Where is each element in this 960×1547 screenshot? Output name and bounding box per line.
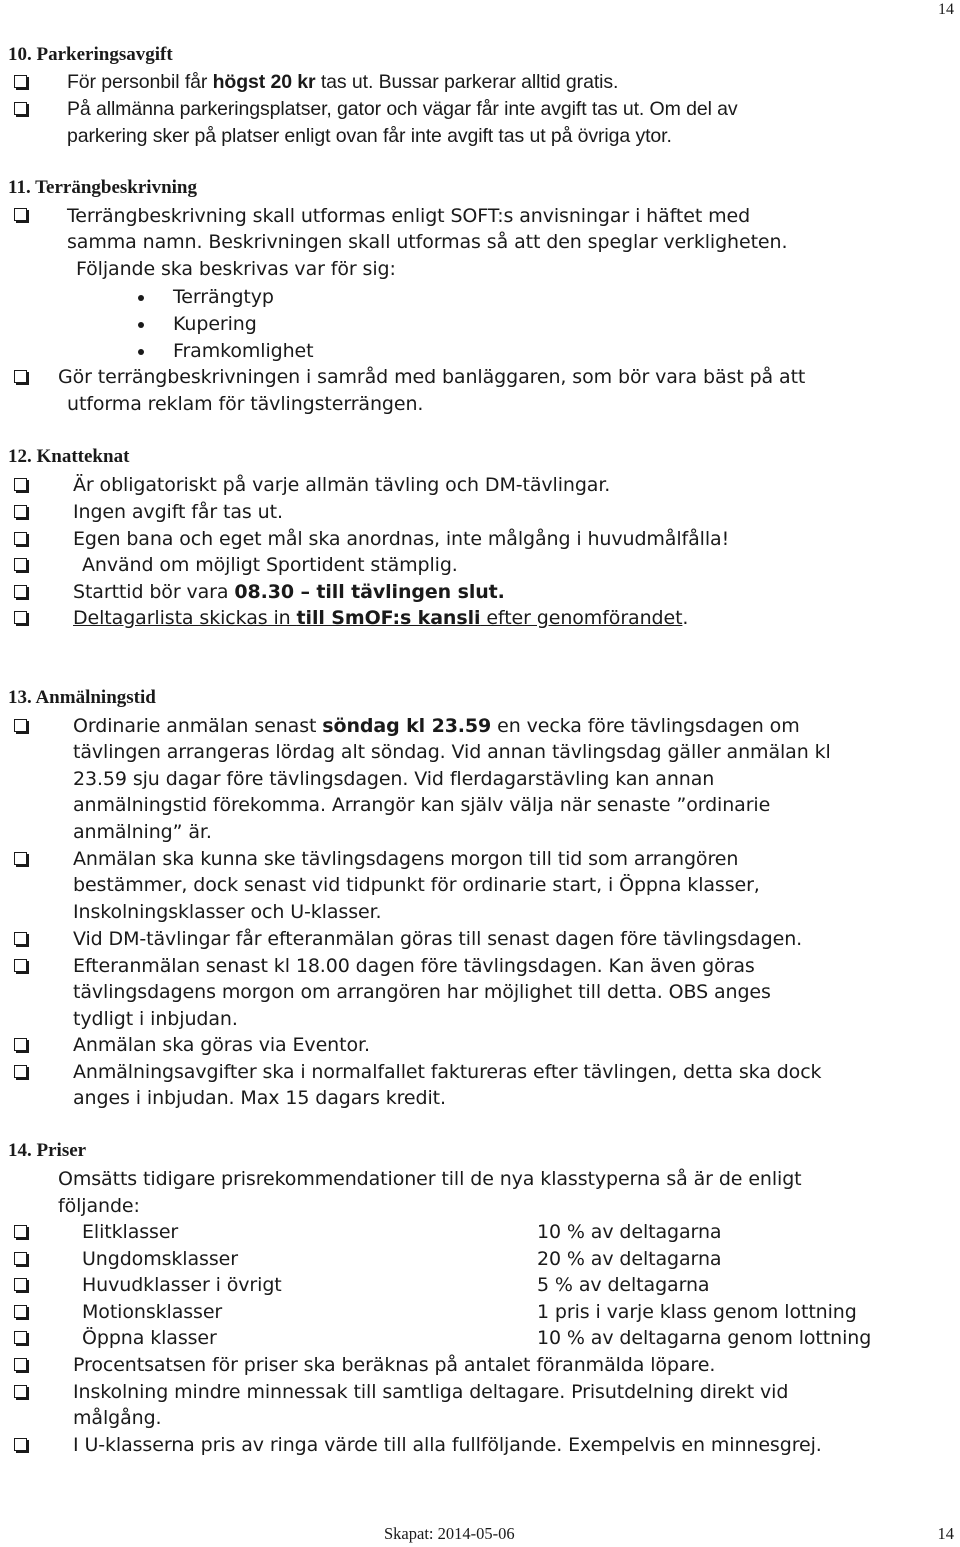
checkbox-icon [14,1305,27,1318]
s10-item-1: För personbil får högst 20 kr tas ut. Bussar parkerar alltid gratis. [67,71,619,93]
checkbox-icon [14,959,27,972]
checkbox-icon [14,1225,27,1238]
footer-created-date: Skapat: 2014-05-06 [384,1524,515,1543]
prize-rule: 10 % av deltagarna genom lottning [537,1327,872,1349]
checkbox-icon [14,932,27,945]
checkbox-icon [14,852,27,865]
checkbox-icon [14,1065,27,1078]
section-11-heading: 11. Terrängbeskrivning [8,177,197,198]
checkbox-icon [14,585,27,598]
s13-item-3: Vid DM-tävlingar får efteranmälan göras till senast dagen före tävlingsdagen. [73,928,803,950]
s13-item-5: Anmälan ska göras via Eventor. [73,1034,370,1056]
s13-item-4-line-3: tydligt i inbjudan. [73,1008,238,1030]
checkbox-icon [14,1278,27,1291]
prize-class: Öppna klasser [82,1327,217,1349]
s10-item-2-line-1: På allmänna parkeringsplatser, gator och vägar får inte avgift tas ut. Om del av [67,98,738,120]
section-14-heading: 14. Priser [8,1140,87,1161]
checkbox-icon [14,532,27,545]
footer-page-number: 14 [937,1524,954,1543]
checkbox-icon [14,1038,27,1051]
s11-bullet-3: Framkomlighet [173,340,314,362]
s14-item-1: Procentsatsen för priser ska beräknas på antalet föranmälda löpare. [73,1354,716,1376]
prize-rule: 10 % av deltagarna [537,1221,722,1243]
s11-bullet-1: Terrängtyp [173,286,274,308]
checkbox-icon [14,478,27,491]
s13-item-2-line-2: bestämmer, dock senast vid tidpunkt för ordinarie start, i Öppna klasser, [73,874,760,896]
s12-item-3: Egen bana och eget mål ska anordnas, inte målgång i huvudmålfålla! [73,528,730,550]
s14-item-2-line-1: Inskolning mindre minnessak till samtliga deltagare. Prisutdelning direkt vid [73,1381,789,1403]
checkbox-icon [14,1358,27,1371]
s11-item-1-line-3: Följande ska beskrivas var för sig: [76,258,396,280]
s14-intro-line-2: följande: [58,1195,140,1217]
s11-item-1-line-2: samma namn. Beskrivningen skall utformas så att den speglar verkligheten. [67,231,788,253]
checkbox-icon [14,719,27,732]
s13-item-2-line-1: Anmälan ska kunna ske tävlingsdagens morgon till tid som arrangören [73,848,739,870]
checkbox-icon [14,505,27,518]
checkbox-icon [14,558,27,571]
s13-item-1-line-4: anmälningstid förekomma. Arrangör kan själv välja när senaste ”ordinarie [73,794,771,816]
s12-item-6: Deltagarlista skickas in till SmOF:s kansli efter genomförandet. [73,607,689,629]
s12-item-1: Är obligatoriskt på varje allmän tävling och DM-tävlingar. [73,474,611,496]
s14-item-3: I U-klasserna pris av ringa värde till alla fullföljande. Exempelvis en minnesgrej. [73,1434,822,1456]
s12-item-2: Ingen avgift får tas ut. [73,501,283,523]
s14-intro-line-1: Omsätts tidigare prisrekommendationer till de nya klasstyperna så är de enligt [58,1168,802,1190]
s11-item-2-line-2: utforma reklam för tävlingsterrängen. [67,393,424,415]
s11-bullet-2: Kupering [173,313,257,335]
section-12-heading: 12. Knatteknat [8,446,130,467]
bullet-icon [138,322,144,328]
section-13-heading: 13. Anmälningstid [8,687,156,708]
prize-class: Ungdomsklasser [82,1248,238,1270]
prize-rule: 5 % av deltagarna [537,1274,710,1296]
prize-class: Motionsklasser [82,1301,223,1323]
checkbox-icon [14,102,27,115]
s13-item-4-line-2: tävlingsdagens morgon om arrangören har möjlighet till detta. OBS anges [73,981,771,1003]
s13-item-1-line-3: 23.59 sju dagar före tävlingsdagen. Vid flerdagarstävling kan annan [73,768,715,790]
s10-item-2-line-2: parkering sker på platser enligt ovan får inte avgift tas ut på övriga ytor. [67,125,672,147]
prize-class: Huvudklasser i övrigt [82,1274,282,1296]
s13-item-1-line-1: Ordinarie anmälan senast söndag kl 23.59 en vecka före tävlingsdagen om [73,715,800,737]
checkbox-icon [14,1438,27,1451]
prize-class: Elitklasser [82,1221,179,1243]
bullet-icon [138,295,144,301]
s11-item-1-line-1: Terrängbeskrivning skall utformas enligt SOFT:s anvisningar i häftet med [67,205,751,227]
s12-item-4: Använd om möjligt Sportident stämplig. [82,554,458,576]
checkbox-icon [14,75,27,88]
bullet-icon [138,349,144,355]
s11-item-2-line-1: Gör terrängbeskrivningen i samråd med banläggaren, som bör vara bäst på att [58,366,806,388]
s13-item-4-line-1: Efteranmälan senast kl 18.00 dagen före tävlingsdagen. Kan även göras [73,955,755,977]
s13-item-2-line-3: Inskolningsklasser och U-klasser. [73,901,382,923]
prize-rule: 20 % av deltagarna [537,1248,722,1270]
s13-item-6-line-2: anges i inbjudan. Max 15 dagars kredit. [73,1087,446,1109]
s13-item-1-line-2: tävlingen arrangeras lördag alt söndag. Vid annan tävlingsdag gäller anmälan kl [73,741,831,763]
page-number-top: 14 [938,1,954,18]
s13-item-1-line-5: anmälning” är. [73,821,212,843]
checkbox-icon [14,1385,27,1398]
checkbox-icon [14,1331,27,1344]
checkbox-icon [14,370,27,383]
checkbox-icon [14,1252,27,1265]
s13-item-6-line-1: Anmälningsavgifter ska i normalfallet faktureras efter tävlingen, detta ska dock [73,1061,822,1083]
checkbox-icon [14,208,27,221]
s12-item-5: Starttid bör vara 08.30 – till tävlingen slut. [73,581,505,603]
s14-item-2-line-2: målgång. [73,1407,162,1429]
checkbox-icon [14,611,27,624]
section-10-heading: 10. Parkeringsavgift [8,44,173,65]
prize-rule: 1 pris i varje klass genom lottning [537,1301,857,1323]
